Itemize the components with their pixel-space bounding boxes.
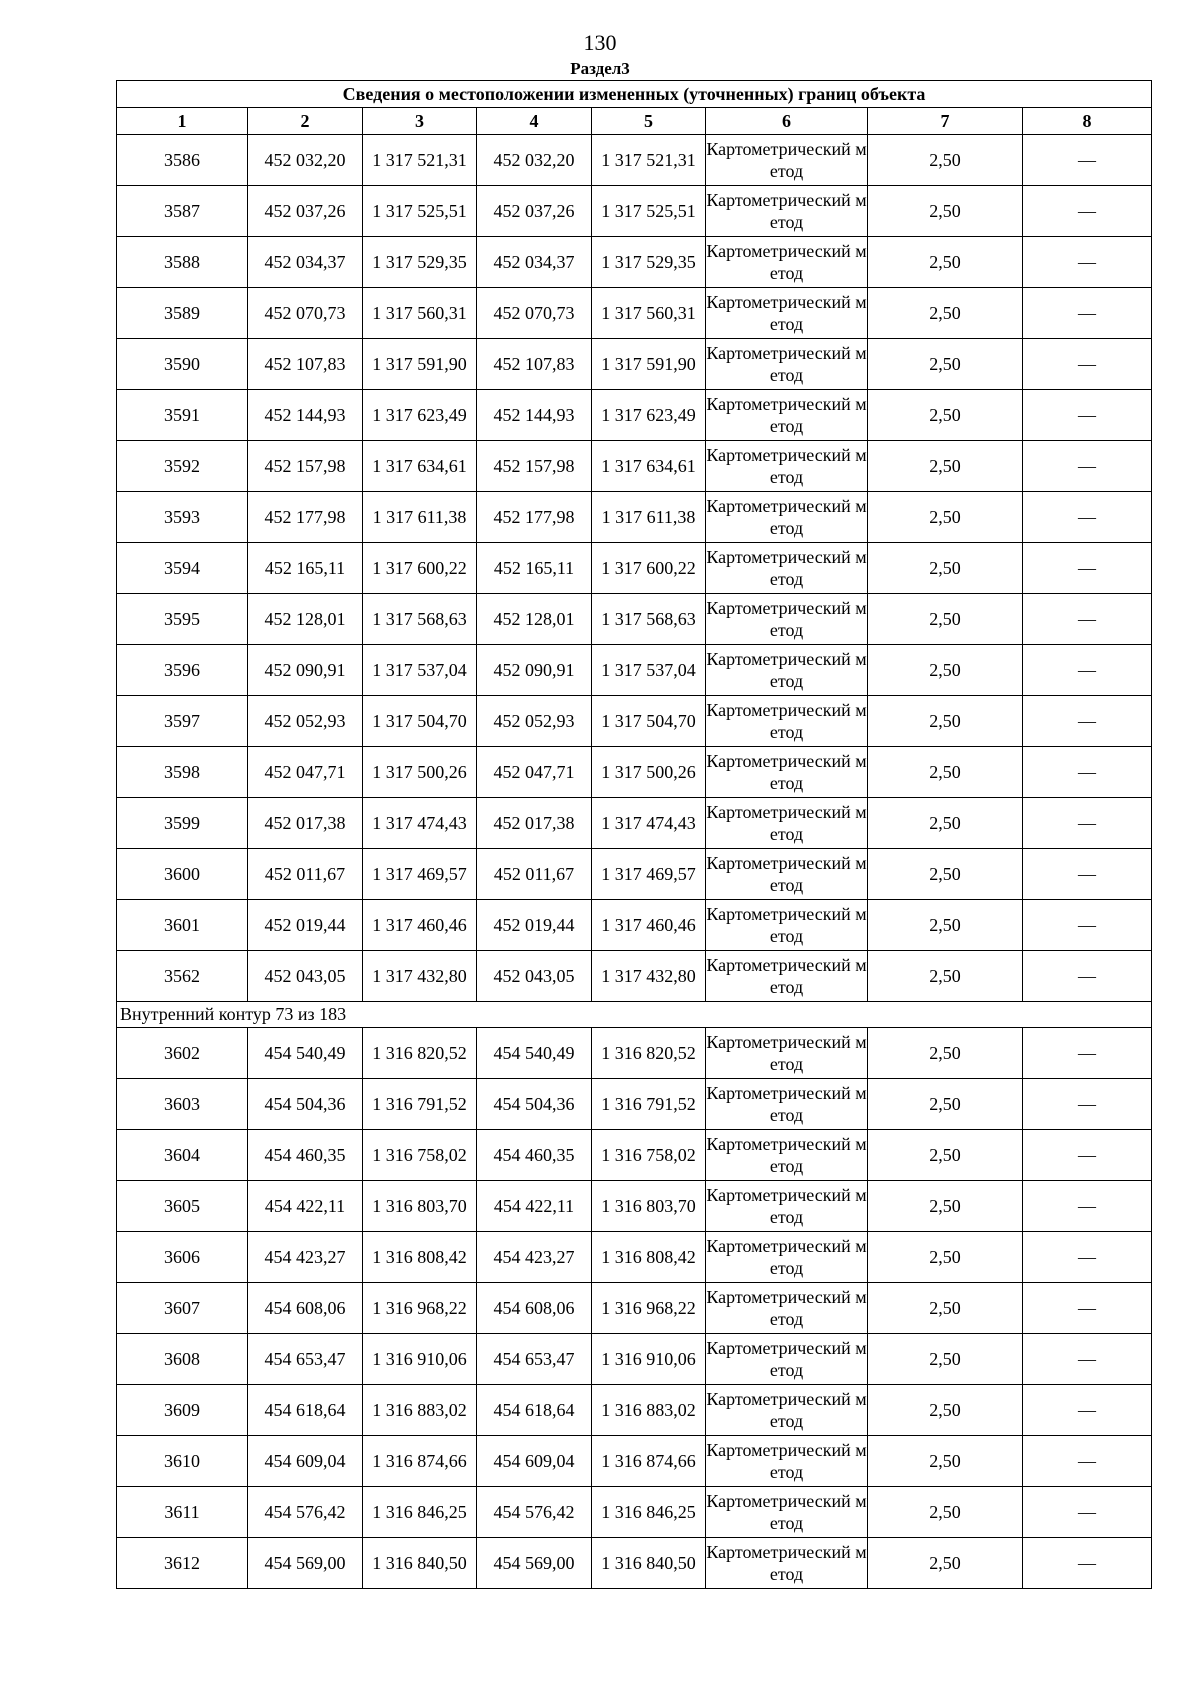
x-new-cell: 452 011,67 — [477, 849, 592, 900]
x-new-cell: 452 157,98 — [477, 441, 592, 492]
point-number-cell: 3601 — [117, 900, 248, 951]
section-title: Раздел3 — [570, 59, 630, 78]
x-old-cell: 454 569,00 — [248, 1538, 363, 1589]
point-number-cell: 3587 — [117, 186, 248, 237]
table-row — [117, 1538, 1152, 1589]
column-number-4: 4 — [477, 108, 592, 135]
table-row — [117, 951, 1152, 1002]
description-cell: — — [1023, 900, 1152, 951]
y-new-cell: 1 317 525,51 — [592, 186, 706, 237]
y-new-cell: 1 316 820,52 — [592, 1028, 706, 1079]
point-number-cell: 3595 — [117, 594, 248, 645]
point-number-cell: 3603 — [117, 1079, 248, 1130]
table-row — [117, 390, 1152, 441]
accuracy-cell: 2,50 — [868, 186, 1023, 237]
y-old-cell: 1 317 634,61 — [363, 441, 477, 492]
method-cell: Картометрический метод — [706, 900, 868, 951]
y-old-cell: 1 316 791,52 — [363, 1079, 477, 1130]
y-new-cell: 1 316 791,52 — [592, 1079, 706, 1130]
table-row — [117, 543, 1152, 594]
x-old-cell: 452 157,98 — [248, 441, 363, 492]
point-number-cell: 3610 — [117, 1436, 248, 1487]
x-old-cell: 454 504,36 — [248, 1079, 363, 1130]
x-old-cell: 454 422,11 — [248, 1181, 363, 1232]
point-number-cell: 3599 — [117, 798, 248, 849]
y-old-cell: 1 317 611,38 — [363, 492, 477, 543]
x-new-cell: 454 609,04 — [477, 1436, 592, 1487]
x-new-cell: 454 460,35 — [477, 1130, 592, 1181]
x-new-cell: 454 423,27 — [477, 1232, 592, 1283]
y-old-cell: 1 317 591,90 — [363, 339, 477, 390]
y-old-cell: 1 317 500,26 — [363, 747, 477, 798]
description-cell: — — [1023, 594, 1152, 645]
point-number-cell: 3593 — [117, 492, 248, 543]
description-cell: — — [1023, 186, 1152, 237]
description-cell: — — [1023, 747, 1152, 798]
y-new-cell: 1 317 568,63 — [592, 594, 706, 645]
y-new-cell: 1 317 611,38 — [592, 492, 706, 543]
y-new-cell: 1 317 634,61 — [592, 441, 706, 492]
y-old-cell: 1 317 521,31 — [363, 135, 477, 186]
description-cell: — — [1023, 288, 1152, 339]
x-old-cell: 452 011,67 — [248, 849, 363, 900]
point-number-cell: 3592 — [117, 441, 248, 492]
y-old-cell: 1 317 623,49 — [363, 390, 477, 441]
y-new-cell: 1 317 560,31 — [592, 288, 706, 339]
table-row — [117, 1079, 1152, 1130]
y-new-cell: 1 316 758,02 — [592, 1130, 706, 1181]
table-row — [117, 441, 1152, 492]
description-cell: — — [1023, 1385, 1152, 1436]
x-new-cell: 452 019,44 — [477, 900, 592, 951]
description-cell: — — [1023, 1028, 1152, 1079]
y-new-cell: 1 316 874,66 — [592, 1436, 706, 1487]
description-cell: — — [1023, 1538, 1152, 1589]
column-number-1: 1 — [117, 108, 248, 135]
accuracy-cell: 2,50 — [868, 441, 1023, 492]
method-cell: Картометрический метод — [706, 1334, 868, 1385]
table-row — [117, 798, 1152, 849]
y-old-cell: 1 316 968,22 — [363, 1283, 477, 1334]
method-cell: Картометрический метод — [706, 1283, 868, 1334]
point-number-cell: 3589 — [117, 288, 248, 339]
column-number-row — [117, 108, 1152, 135]
x-new-cell: 452 052,93 — [477, 696, 592, 747]
x-old-cell: 452 052,93 — [248, 696, 363, 747]
table-row — [117, 1334, 1152, 1385]
table-row — [117, 186, 1152, 237]
table-row — [117, 1028, 1152, 1079]
x-old-cell: 452 090,91 — [248, 645, 363, 696]
table-row — [117, 1130, 1152, 1181]
x-old-cell: 454 540,49 — [248, 1028, 363, 1079]
method-cell: Картометрический метод — [706, 1436, 868, 1487]
table-row — [117, 696, 1152, 747]
description-cell: — — [1023, 1334, 1152, 1385]
table-row — [117, 288, 1152, 339]
table-row — [117, 1436, 1152, 1487]
x-new-cell: 452 017,38 — [477, 798, 592, 849]
column-number-3: 3 — [363, 108, 477, 135]
y-new-cell: 1 316 846,25 — [592, 1487, 706, 1538]
table-row — [117, 135, 1152, 186]
table-row — [117, 237, 1152, 288]
method-cell: Картометрический метод — [706, 1487, 868, 1538]
table-row — [117, 1232, 1152, 1283]
y-old-cell: 1 316 874,66 — [363, 1436, 477, 1487]
x-new-cell: 454 576,42 — [477, 1487, 592, 1538]
accuracy-cell: 2,50 — [868, 1130, 1023, 1181]
accuracy-cell: 2,50 — [868, 594, 1023, 645]
accuracy-cell: 2,50 — [868, 492, 1023, 543]
y-old-cell: 1 316 803,70 — [363, 1181, 477, 1232]
y-new-cell: 1 317 474,43 — [592, 798, 706, 849]
x-old-cell: 452 177,98 — [248, 492, 363, 543]
description-cell: — — [1023, 1130, 1152, 1181]
method-cell: Картометрический метод — [706, 696, 868, 747]
x-new-cell: 454 608,06 — [477, 1283, 592, 1334]
x-new-cell: 452 070,73 — [477, 288, 592, 339]
accuracy-cell: 2,50 — [868, 1028, 1023, 1079]
description-cell: — — [1023, 645, 1152, 696]
x-new-cell: 454 569,00 — [477, 1538, 592, 1589]
x-old-cell: 452 047,71 — [248, 747, 363, 798]
accuracy-cell: 2,50 — [868, 1079, 1023, 1130]
accuracy-cell: 2,50 — [868, 1436, 1023, 1487]
y-old-cell: 1 316 910,06 — [363, 1334, 477, 1385]
point-number-cell: 3562 — [117, 951, 248, 1002]
x-new-cell: 454 422,11 — [477, 1181, 592, 1232]
x-old-cell: 452 043,05 — [248, 951, 363, 1002]
x-old-cell: 452 037,26 — [248, 186, 363, 237]
method-cell: Картометрический метод — [706, 186, 868, 237]
point-number-cell: 3606 — [117, 1232, 248, 1283]
point-number-cell: 3586 — [117, 135, 248, 186]
accuracy-cell: 2,50 — [868, 339, 1023, 390]
method-cell: Картометрический метод — [706, 798, 868, 849]
description-cell: — — [1023, 237, 1152, 288]
table-caption: Сведения о местоположении измененных (уточненных) границ объекта — [117, 81, 1152, 108]
accuracy-cell: 2,50 — [868, 543, 1023, 594]
y-old-cell: 1 317 537,04 — [363, 645, 477, 696]
method-cell: Картометрический метод — [706, 135, 868, 186]
method-cell: Картометрический метод — [706, 594, 868, 645]
description-cell: — — [1023, 798, 1152, 849]
method-cell: Картометрический метод — [706, 1385, 868, 1436]
y-old-cell: 1 316 758,02 — [363, 1130, 477, 1181]
description-cell: — — [1023, 1079, 1152, 1130]
description-cell: — — [1023, 135, 1152, 186]
description-cell: — — [1023, 1436, 1152, 1487]
method-cell: Картометрический метод — [706, 339, 868, 390]
x-old-cell: 452 165,11 — [248, 543, 363, 594]
table-row — [117, 594, 1152, 645]
x-new-cell: 452 090,91 — [477, 645, 592, 696]
x-old-cell: 454 576,42 — [248, 1487, 363, 1538]
column-number-7: 7 — [868, 108, 1023, 135]
accuracy-cell: 2,50 — [868, 237, 1023, 288]
y-new-cell: 1 317 504,70 — [592, 696, 706, 747]
y-new-cell: 1 316 883,02 — [592, 1385, 706, 1436]
point-number-cell: 3611 — [117, 1487, 248, 1538]
x-old-cell: 452 034,37 — [248, 237, 363, 288]
table-row — [117, 1385, 1152, 1436]
y-new-cell: 1 317 537,04 — [592, 645, 706, 696]
x-old-cell: 452 070,73 — [248, 288, 363, 339]
point-number-cell: 3609 — [117, 1385, 248, 1436]
y-new-cell: 1 316 803,70 — [592, 1181, 706, 1232]
y-new-cell: 1 317 521,31 — [592, 135, 706, 186]
y-old-cell: 1 317 568,63 — [363, 594, 477, 645]
method-cell: Картометрический метод — [706, 390, 868, 441]
x-old-cell: 454 653,47 — [248, 1334, 363, 1385]
point-number-cell: 3591 — [117, 390, 248, 441]
column-number-6: 6 — [706, 108, 868, 135]
method-cell: Картометрический метод — [706, 1028, 868, 1079]
method-cell: Картометрический метод — [706, 1130, 868, 1181]
column-number-5: 5 — [592, 108, 706, 135]
table-row — [117, 747, 1152, 798]
y-new-cell: 1 316 840,50 — [592, 1538, 706, 1589]
x-old-cell: 454 423,27 — [248, 1232, 363, 1283]
y-old-cell: 1 316 883,02 — [363, 1385, 477, 1436]
x-new-cell: 452 177,98 — [477, 492, 592, 543]
accuracy-cell: 2,50 — [868, 1487, 1023, 1538]
x-new-cell: 452 165,11 — [477, 543, 592, 594]
table-row — [117, 1181, 1152, 1232]
x-new-cell: 452 047,71 — [477, 747, 592, 798]
x-new-cell: 454 618,64 — [477, 1385, 592, 1436]
method-cell: Картометрический метод — [706, 492, 868, 543]
method-cell: Картометрический метод — [706, 543, 868, 594]
x-old-cell: 454 618,64 — [248, 1385, 363, 1436]
table-row — [117, 645, 1152, 696]
accuracy-cell: 2,50 — [868, 849, 1023, 900]
description-cell: — — [1023, 849, 1152, 900]
description-cell: — — [1023, 390, 1152, 441]
x-old-cell: 454 460,35 — [248, 1130, 363, 1181]
x-old-cell: 452 128,01 — [248, 594, 363, 645]
x-new-cell: 454 540,49 — [477, 1028, 592, 1079]
x-new-cell: 454 653,47 — [477, 1334, 592, 1385]
x-old-cell: 452 019,44 — [248, 900, 363, 951]
description-cell: — — [1023, 951, 1152, 1002]
y-new-cell: 1 317 529,35 — [592, 237, 706, 288]
method-cell: Картометрический метод — [706, 1079, 868, 1130]
method-cell: Картометрический метод — [706, 288, 868, 339]
y-new-cell: 1 317 469,57 — [592, 849, 706, 900]
page-number: 130 — [583, 30, 617, 55]
y-new-cell: 1 317 460,46 — [592, 900, 706, 951]
accuracy-cell: 2,50 — [868, 1538, 1023, 1589]
method-cell: Картометрический метод — [706, 1181, 868, 1232]
description-cell: — — [1023, 543, 1152, 594]
accuracy-cell: 2,50 — [868, 1334, 1023, 1385]
description-cell: — — [1023, 1487, 1152, 1538]
point-number-cell: 3608 — [117, 1334, 248, 1385]
accuracy-cell: 2,50 — [868, 1232, 1023, 1283]
y-old-cell: 1 317 474,43 — [363, 798, 477, 849]
description-cell: — — [1023, 1283, 1152, 1334]
x-old-cell: 452 144,93 — [248, 390, 363, 441]
x-new-cell: 452 034,37 — [477, 237, 592, 288]
boundary-coordinates-table — [116, 80, 1152, 1589]
x-new-cell: 452 128,01 — [477, 594, 592, 645]
accuracy-cell: 2,50 — [868, 288, 1023, 339]
point-number-cell: 3604 — [117, 1130, 248, 1181]
method-cell: Картометрический метод — [706, 951, 868, 1002]
y-old-cell: 1 317 560,31 — [363, 288, 477, 339]
y-new-cell: 1 316 910,06 — [592, 1334, 706, 1385]
y-old-cell: 1 316 820,52 — [363, 1028, 477, 1079]
y-new-cell: 1 317 591,90 — [592, 339, 706, 390]
accuracy-cell: 2,50 — [868, 747, 1023, 798]
y-old-cell: 1 317 529,35 — [363, 237, 477, 288]
point-number-cell: 3596 — [117, 645, 248, 696]
y-old-cell: 1 317 460,46 — [363, 900, 477, 951]
y-new-cell: 1 317 600,22 — [592, 543, 706, 594]
x-new-cell: 452 037,26 — [477, 186, 592, 237]
x-new-cell: 454 504,36 — [477, 1079, 592, 1130]
method-cell: Картометрический метод — [706, 1538, 868, 1589]
x-old-cell: 452 017,38 — [248, 798, 363, 849]
y-old-cell: 1 317 432,80 — [363, 951, 477, 1002]
x-new-cell: 452 043,05 — [477, 951, 592, 1002]
column-number-2: 2 — [248, 108, 363, 135]
y-old-cell: 1 316 808,42 — [363, 1232, 477, 1283]
y-old-cell: 1 317 600,22 — [363, 543, 477, 594]
y-old-cell: 1 317 469,57 — [363, 849, 477, 900]
table-row — [117, 1487, 1152, 1538]
y-new-cell: 1 316 968,22 — [592, 1283, 706, 1334]
accuracy-cell: 2,50 — [868, 696, 1023, 747]
method-cell: Картометрический метод — [706, 747, 868, 798]
accuracy-cell: 2,50 — [868, 1181, 1023, 1232]
accuracy-cell: 2,50 — [868, 951, 1023, 1002]
table-row — [117, 339, 1152, 390]
point-number-cell: 3605 — [117, 1181, 248, 1232]
method-cell: Картометрический метод — [706, 645, 868, 696]
y-old-cell: 1 316 846,25 — [363, 1487, 477, 1538]
y-new-cell: 1 316 808,42 — [592, 1232, 706, 1283]
point-number-cell: 3594 — [117, 543, 248, 594]
x-old-cell: 454 609,04 — [248, 1436, 363, 1487]
table-row — [117, 492, 1152, 543]
table-row — [117, 900, 1152, 951]
method-cell: Картометрический метод — [706, 237, 868, 288]
accuracy-cell: 2,50 — [868, 135, 1023, 186]
point-number-cell: 3590 — [117, 339, 248, 390]
method-cell: Картометрический метод — [706, 441, 868, 492]
y-old-cell: 1 316 840,50 — [363, 1538, 477, 1589]
point-number-cell: 3588 — [117, 237, 248, 288]
x-old-cell: 454 608,06 — [248, 1283, 363, 1334]
point-number-cell: 3600 — [117, 849, 248, 900]
x-old-cell: 452 107,83 — [248, 339, 363, 390]
description-cell: — — [1023, 1181, 1152, 1232]
accuracy-cell: 2,50 — [868, 900, 1023, 951]
accuracy-cell: 2,50 — [868, 390, 1023, 441]
accuracy-cell: 2,50 — [868, 798, 1023, 849]
table-row — [117, 1283, 1152, 1334]
accuracy-cell: 2,50 — [868, 645, 1023, 696]
table-row — [117, 849, 1152, 900]
point-number-cell: 3602 — [117, 1028, 248, 1079]
x-new-cell: 452 144,93 — [477, 390, 592, 441]
x-old-cell: 452 032,20 — [248, 135, 363, 186]
y-new-cell: 1 317 432,80 — [592, 951, 706, 1002]
description-cell: — — [1023, 492, 1152, 543]
point-number-cell: 3597 — [117, 696, 248, 747]
x-new-cell: 452 107,83 — [477, 339, 592, 390]
y-new-cell: 1 317 500,26 — [592, 747, 706, 798]
contour-label-row — [117, 1002, 1152, 1028]
description-cell: — — [1023, 696, 1152, 747]
accuracy-cell: 2,50 — [868, 1283, 1023, 1334]
point-number-cell: 3598 — [117, 747, 248, 798]
description-cell: — — [1023, 1232, 1152, 1283]
method-cell: Картометрический метод — [706, 849, 868, 900]
point-number-cell: 3607 — [117, 1283, 248, 1334]
column-number-8: 8 — [1023, 108, 1152, 135]
description-cell: — — [1023, 441, 1152, 492]
description-cell: — — [1023, 339, 1152, 390]
contour-label: Внутренний контур 73 из 183 — [117, 1002, 1152, 1028]
x-new-cell: 452 032,20 — [477, 135, 592, 186]
accuracy-cell: 2,50 — [868, 1385, 1023, 1436]
table-body — [117, 135, 1152, 1589]
y-old-cell: 1 317 504,70 — [363, 696, 477, 747]
method-cell: Картометрический метод — [706, 1232, 868, 1283]
y-old-cell: 1 317 525,51 — [363, 186, 477, 237]
y-new-cell: 1 317 623,49 — [592, 390, 706, 441]
point-number-cell: 3612 — [117, 1538, 248, 1589]
